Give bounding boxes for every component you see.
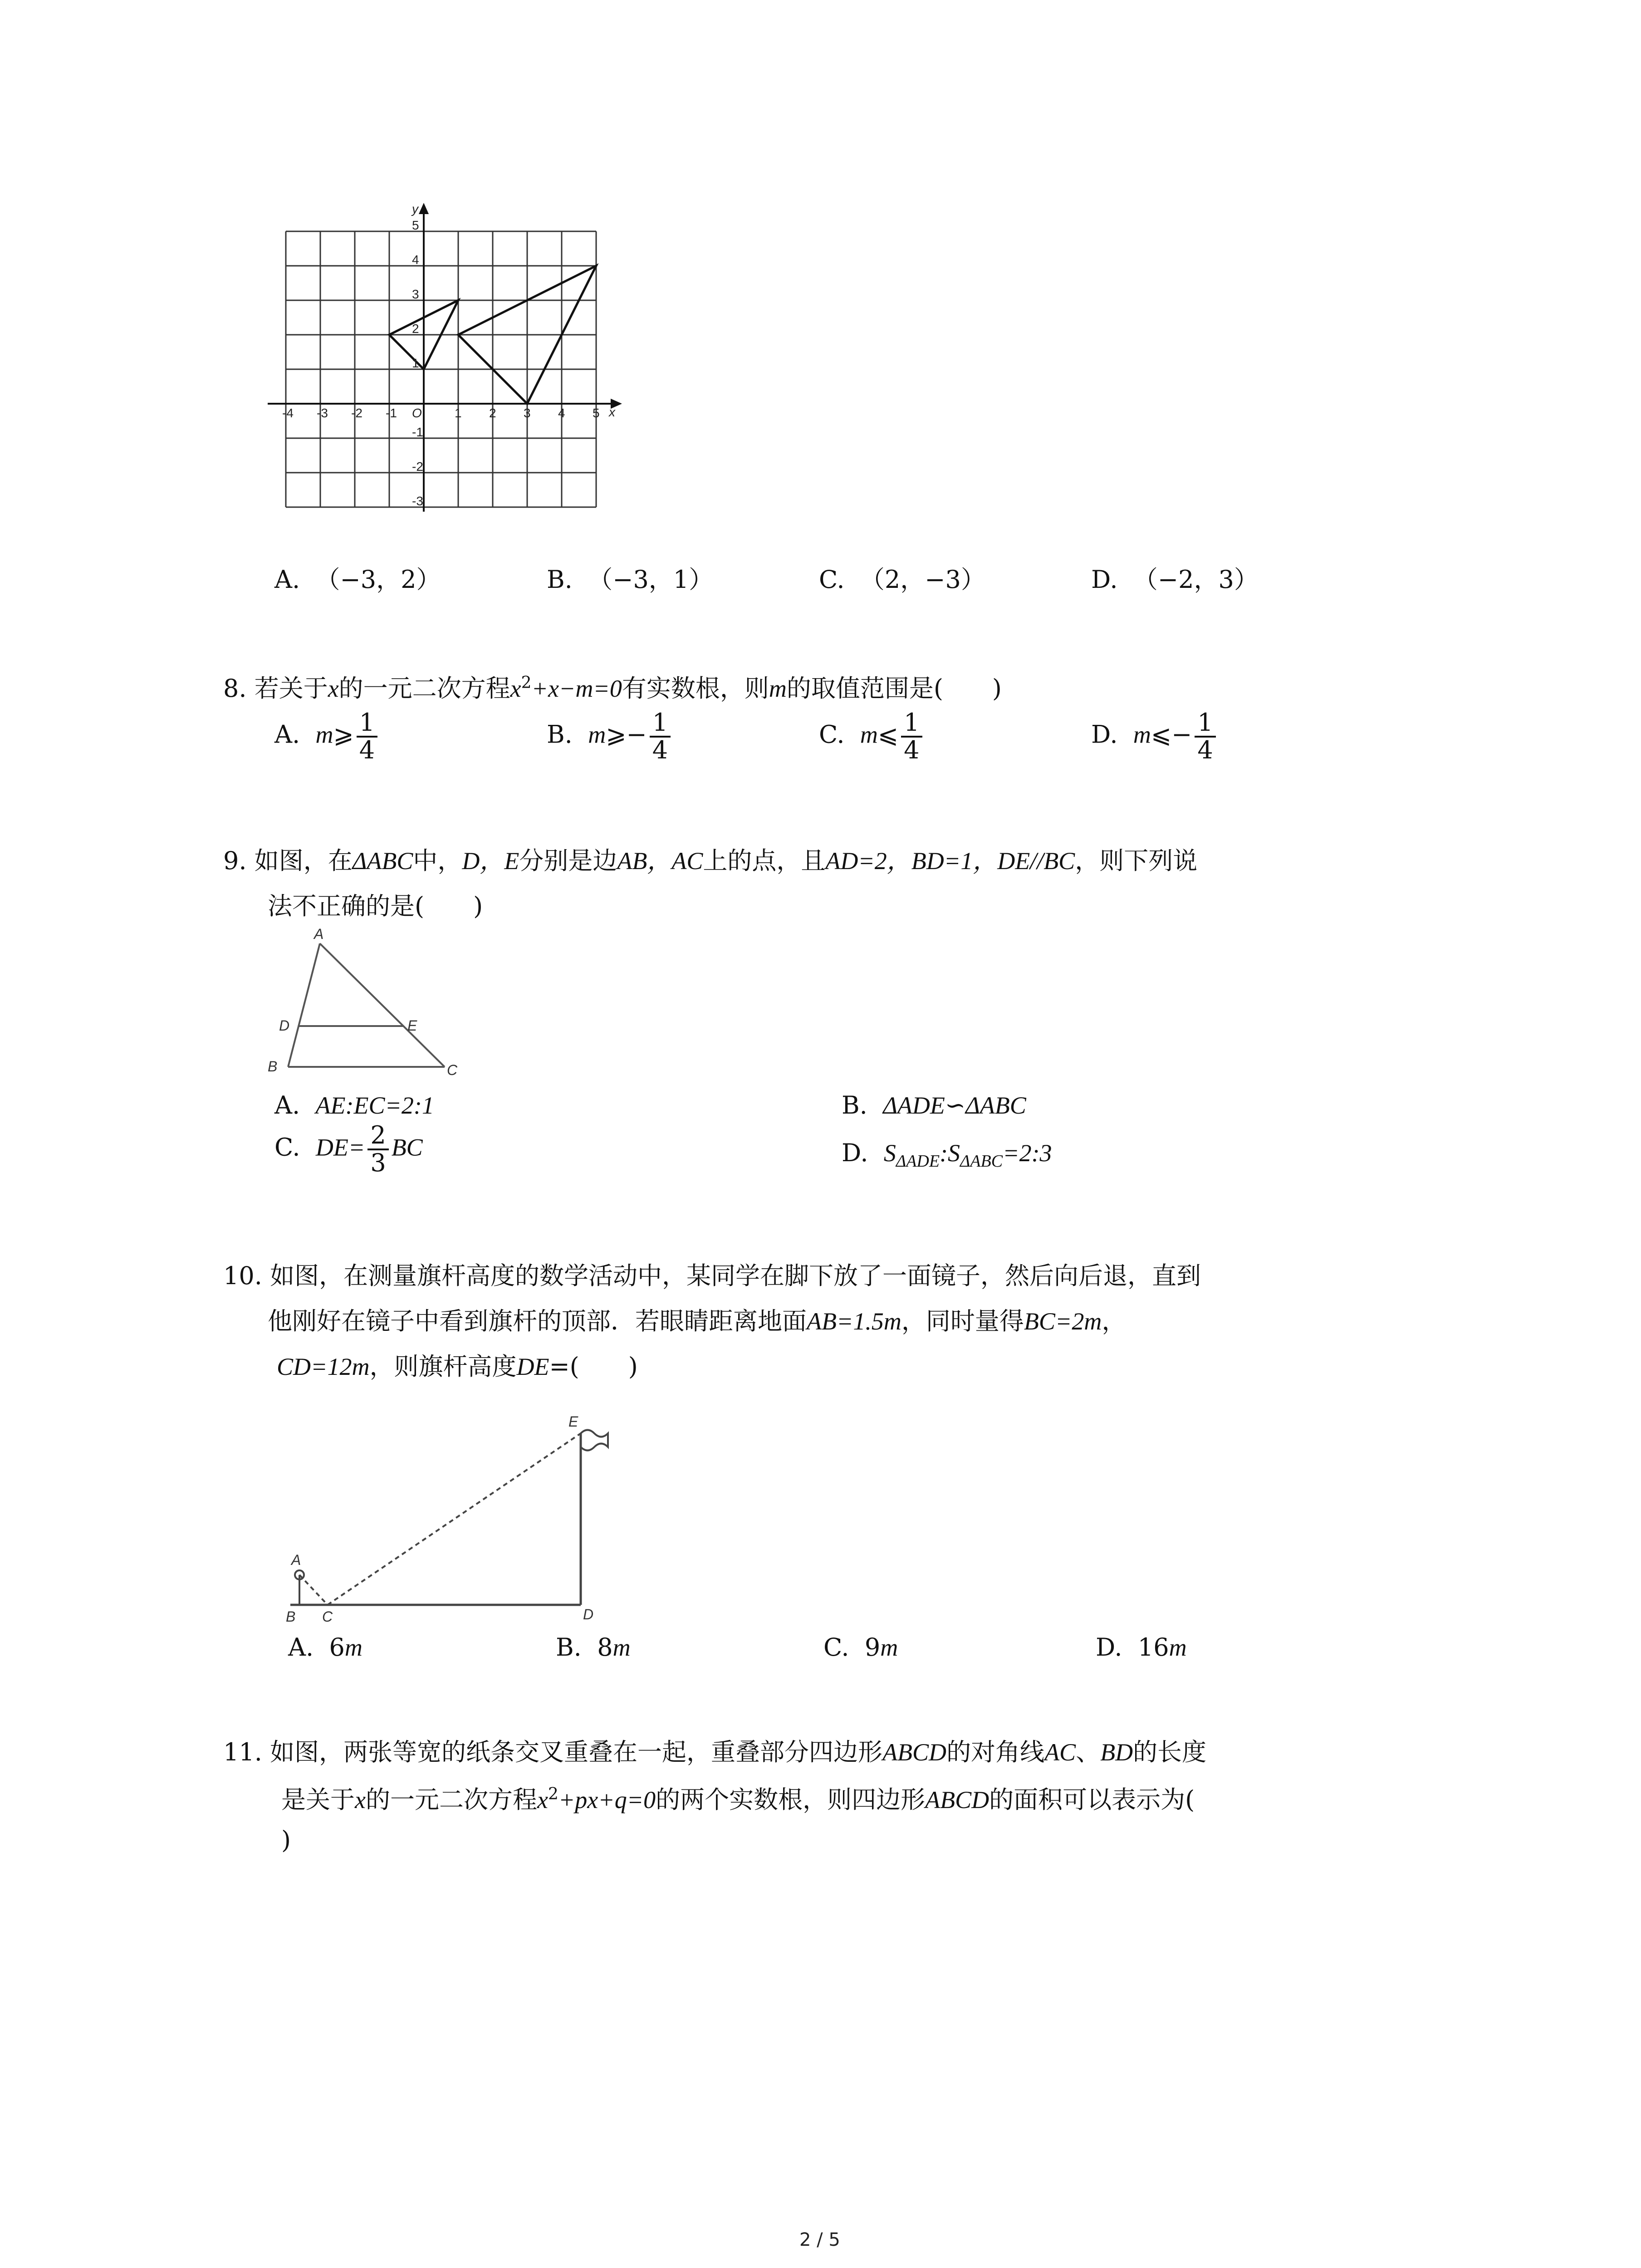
fraction-denominator: 4 — [1197, 735, 1213, 764]
q9-option-b-text: ΔADE∽ΔABC — [883, 1092, 1026, 1119]
q8-option-fraction — [1195, 710, 1215, 763]
q9-points: D，E — [462, 847, 519, 875]
y-tick-label: 2 — [412, 322, 419, 336]
q8-option-fraction — [357, 710, 377, 763]
q10-label-c: C — [322, 1608, 333, 1625]
x-axis-label: x — [609, 405, 615, 419]
q9-option-d-letter: D. — [842, 1139, 868, 1167]
q8-option-var: m — [315, 721, 333, 748]
q10-text: ， — [1102, 1307, 1127, 1335]
q10-option-b-unit: m — [612, 1634, 631, 1661]
q8-option-fraction — [650, 710, 671, 763]
q9-label-a: A — [314, 926, 324, 942]
q11-stem-line2 — [281, 1780, 1195, 1815]
y-tick-label: -2 — [412, 459, 423, 474]
q8-option-var: m — [1133, 721, 1151, 748]
page-number: 2 / 5 — [799, 2229, 840, 2250]
q8-stem-text: 的取值范围是( ) — [786, 674, 1002, 703]
q7-option-c-letter: C. — [819, 565, 845, 594]
q10-label-d: D — [583, 1606, 594, 1623]
q7-option-a[interactable] — [274, 560, 441, 595]
q7-option-d[interactable] — [1091, 560, 1259, 595]
q10-sight-line-2 — [328, 1433, 581, 1605]
q9-label-b: B — [268, 1058, 278, 1075]
q9-option-d-colon: : — [940, 1139, 948, 1167]
q9-tri: ΔABC — [352, 847, 413, 875]
y-tick-label: -1 — [412, 425, 423, 439]
fraction-denominator: 3 — [370, 1148, 386, 1177]
q9-option-d[interactable] — [842, 1139, 1052, 1171]
q9-text: 上的点，且 — [703, 846, 826, 875]
x-tick-label: -3 — [317, 406, 328, 420]
x-tick-label: -4 — [282, 406, 294, 420]
x-tick-label: 5 — [593, 406, 600, 420]
q10-sight-line-1 — [299, 1575, 328, 1605]
fraction-numerator: 2 — [367, 1123, 388, 1150]
q8-stem-text: 若关于 — [254, 674, 328, 703]
q9-option-d-sub: ΔADE — [896, 1151, 940, 1171]
y-tick-label: 4 — [412, 253, 419, 267]
q9-conditions: AD=2，BD=1，DE//BC — [825, 847, 1075, 875]
q10-flagpole-figure — [277, 1388, 649, 1624]
q9-stem-line1 — [223, 841, 1197, 876]
q8-eq-exponent: 2 — [521, 674, 532, 692]
q9-stem-line2: 法不正确的是( ) — [268, 892, 483, 920]
x-tick-label: -2 — [351, 406, 362, 420]
x-tick-label: 3 — [524, 406, 531, 420]
q11-bd: BD — [1100, 1739, 1133, 1766]
q9-side-ab — [288, 943, 320, 1067]
fraction-numerator: 1 — [901, 710, 922, 738]
q11-x: x — [355, 1786, 366, 1813]
q8-stem-text: 有实数根，则 — [622, 674, 769, 703]
q9-option-d-sub: ΔABC — [960, 1151, 1003, 1171]
y-axis-label: y — [412, 202, 418, 216]
q11-text: 是关于 — [281, 1785, 355, 1814]
q8-var-x: x — [328, 675, 339, 702]
q11-eq-rest: +px+q=0 — [558, 1786, 656, 1813]
q7-option-b-letter: B. — [547, 565, 573, 594]
q10-text: 如图，在测量旗杆高度的数学活动中，某同学在脚下放了一面镜子，然后向后退，直到 — [270, 1261, 1201, 1290]
q8-option-relation: ⩾ — [333, 720, 354, 749]
q10-option-d-letter: D. — [1096, 1633, 1122, 1662]
q8-option-fraction — [901, 710, 922, 763]
q9-option-b-letter: B. — [842, 1091, 867, 1119]
q9-option-d-s: S — [883, 1139, 896, 1167]
q9-option-a-text: AE:EC=2:1 — [315, 1092, 434, 1119]
q10-number: 10. — [223, 1261, 262, 1290]
q10-option-b-value: 8 — [597, 1633, 613, 1662]
q7-option-d-letter: D. — [1091, 565, 1118, 594]
q7-option-c[interactable] — [819, 560, 985, 595]
q11-text: 的一元二次方程 — [365, 1785, 537, 1814]
q10-option-c-letter: C. — [823, 1633, 849, 1662]
q7-tick-labels — [282, 202, 616, 508]
q9-option-a-letter: A. — [274, 1091, 300, 1119]
q9-option-c-fraction — [367, 1123, 388, 1176]
q9-text: 中， — [413, 846, 462, 875]
q8-option-letter: C. — [819, 720, 845, 749]
fraction-numerator: 1 — [357, 710, 377, 738]
q7-option-b-text: （−3，1） — [588, 565, 714, 594]
q10-option-a-letter: A. — [288, 1633, 314, 1662]
q9-label-d: D — [279, 1017, 290, 1034]
q10-text: ，则旗杆高度 — [369, 1352, 517, 1381]
q7-option-a-text: （−3，2） — [315, 565, 441, 594]
q11-text: 的对角线 — [946, 1738, 1045, 1766]
q10-option-d[interactable] — [1096, 1633, 1187, 1662]
q9-label-e: E — [407, 1017, 417, 1034]
q9-side-ac — [320, 943, 445, 1067]
q8-eq-x: x — [510, 675, 521, 702]
q8-option-letter: D. — [1091, 720, 1118, 749]
q11-stem-line3: ) — [281, 1826, 291, 1854]
q8-stem-text: 的一元二次方程 — [338, 674, 510, 703]
x-tick-label: 2 — [489, 406, 496, 420]
q7-coordinate-figure — [263, 202, 626, 558]
q10-label-e: E — [568, 1413, 578, 1430]
q10-option-a[interactable] — [288, 1633, 362, 1662]
y-tick-label: 1 — [412, 356, 419, 370]
q8-var-m: m — [769, 675, 787, 702]
q11-stem-line1 — [223, 1733, 1206, 1768]
q9-text: ，则下列说 — [1075, 846, 1198, 875]
q10-option-d-unit: m — [1169, 1634, 1187, 1661]
q10-stem-line1 — [223, 1256, 1201, 1291]
q8-option-c[interactable] — [819, 710, 925, 763]
q9-option-d-ratio: =2:3 — [1003, 1139, 1052, 1167]
q11-text: 、 — [1076, 1738, 1101, 1766]
q8-option-d[interactable] — [1091, 710, 1219, 763]
q10-stem-line2 — [268, 1302, 1126, 1337]
q8-option-var: m — [588, 721, 606, 748]
q9-option-c-text: BC — [391, 1134, 423, 1161]
fraction-numerator: 1 — [650, 710, 671, 738]
q10-option-c[interactable] — [823, 1633, 898, 1662]
q8-option-b[interactable] — [547, 710, 673, 763]
q8-option-letter: A. — [274, 720, 300, 749]
q10-ab: AB=1.5m — [807, 1308, 901, 1335]
q11-text: 的长度 — [1133, 1738, 1207, 1766]
q8-option-a[interactable] — [274, 710, 380, 763]
q9-label-c: C — [447, 1062, 458, 1078]
q9-option-c[interactable] — [274, 1123, 423, 1176]
q9-sides: AB，AC — [617, 847, 703, 875]
q8-option-sign: − — [626, 720, 647, 749]
q8-option-sign: − — [1171, 720, 1192, 749]
fraction-denominator: 4 — [904, 735, 920, 764]
q10-option-c-value: 9 — [864, 1633, 881, 1662]
q10-text: =( ) — [549, 1352, 638, 1381]
q10-option-b[interactable] — [556, 1633, 631, 1662]
q9-text: 如图，在 — [254, 846, 353, 875]
q10-option-d-value: 16 — [1137, 1633, 1169, 1662]
q9-triangle-figure — [263, 925, 472, 1080]
q10-de: DE — [516, 1353, 549, 1380]
fraction-numerator: 1 — [1195, 710, 1215, 738]
q11-text: 的两个实数根，则四边形 — [656, 1785, 926, 1814]
y-tick-label: 3 — [412, 287, 419, 301]
q8-number: 8. — [223, 674, 247, 703]
fraction-denominator: 4 — [652, 735, 668, 764]
y-tick-label: -3 — [412, 494, 423, 508]
q10-text: ，同时量得 — [901, 1307, 1024, 1335]
q8-option-relation: ⩽ — [877, 720, 899, 749]
y-tick-label: 5 — [412, 218, 419, 232]
q10-label-b: B — [286, 1608, 296, 1625]
q9-option-c-letter: C. — [274, 1133, 300, 1162]
q10-cd: CD=12m — [277, 1353, 370, 1380]
q10-option-a-value: 6 — [329, 1633, 345, 1662]
q10-bc: BC=2m — [1024, 1308, 1102, 1335]
q7-option-d-text: （−2，3） — [1133, 565, 1259, 594]
fraction-denominator: 4 — [359, 735, 375, 764]
q9-option-b[interactable] — [842, 1091, 1026, 1119]
x-tick-label: 1 — [455, 406, 462, 420]
q7-grid — [286, 231, 596, 507]
q8-option-relation: ⩽ — [1151, 720, 1172, 749]
q10-option-c-unit: m — [880, 1634, 898, 1661]
q11-eq-x: x — [537, 1786, 548, 1813]
q11-eq-exponent: 2 — [548, 1785, 558, 1804]
q10-option-a-unit: m — [344, 1634, 362, 1661]
y-axis-arrow-icon — [420, 205, 427, 213]
q7-option-b[interactable] — [547, 560, 713, 595]
flag-icon — [581, 1430, 608, 1451]
q9-option-d-s: S — [948, 1139, 960, 1167]
q10-option-b-letter: B. — [556, 1633, 582, 1662]
q8-eq-rest: +x−m=0 — [531, 675, 622, 702]
q11-number: 11. — [223, 1738, 262, 1766]
q8-stem — [223, 669, 1002, 704]
q8-option-letter: B. — [547, 720, 573, 749]
q10-stem-line3 — [277, 1347, 638, 1382]
q7-option-c-text: （2，−3） — [860, 565, 985, 594]
q9-option-c-text: DE= — [315, 1134, 365, 1161]
q7-option-a-letter: A. — [274, 565, 300, 594]
x-tick-label: 4 — [558, 406, 565, 420]
q11-text: 如图，两张等宽的纸条交叉重叠在一起，重叠部分四边形 — [270, 1738, 883, 1766]
q11-abcd: ABCD — [882, 1739, 947, 1766]
q11-ac: AC — [1044, 1739, 1076, 1766]
q11-text: 的面积可以表示为( — [989, 1785, 1195, 1814]
x-tick-label: -1 — [386, 406, 397, 420]
q11-abcd: ABCD — [925, 1786, 989, 1813]
q10-label-a: A — [291, 1552, 301, 1568]
q8-option-relation: ⩾ — [606, 720, 627, 749]
q9-text: 分别是边 — [519, 846, 617, 875]
x-tick-label: O — [412, 406, 422, 420]
q9-number: 9. — [223, 846, 247, 875]
q9-option-a[interactable] — [274, 1091, 434, 1119]
q8-option-var: m — [860, 721, 878, 748]
q10-text: 他刚好在镜子中看到旗杆的顶部．若眼睛距离地面 — [268, 1307, 807, 1335]
